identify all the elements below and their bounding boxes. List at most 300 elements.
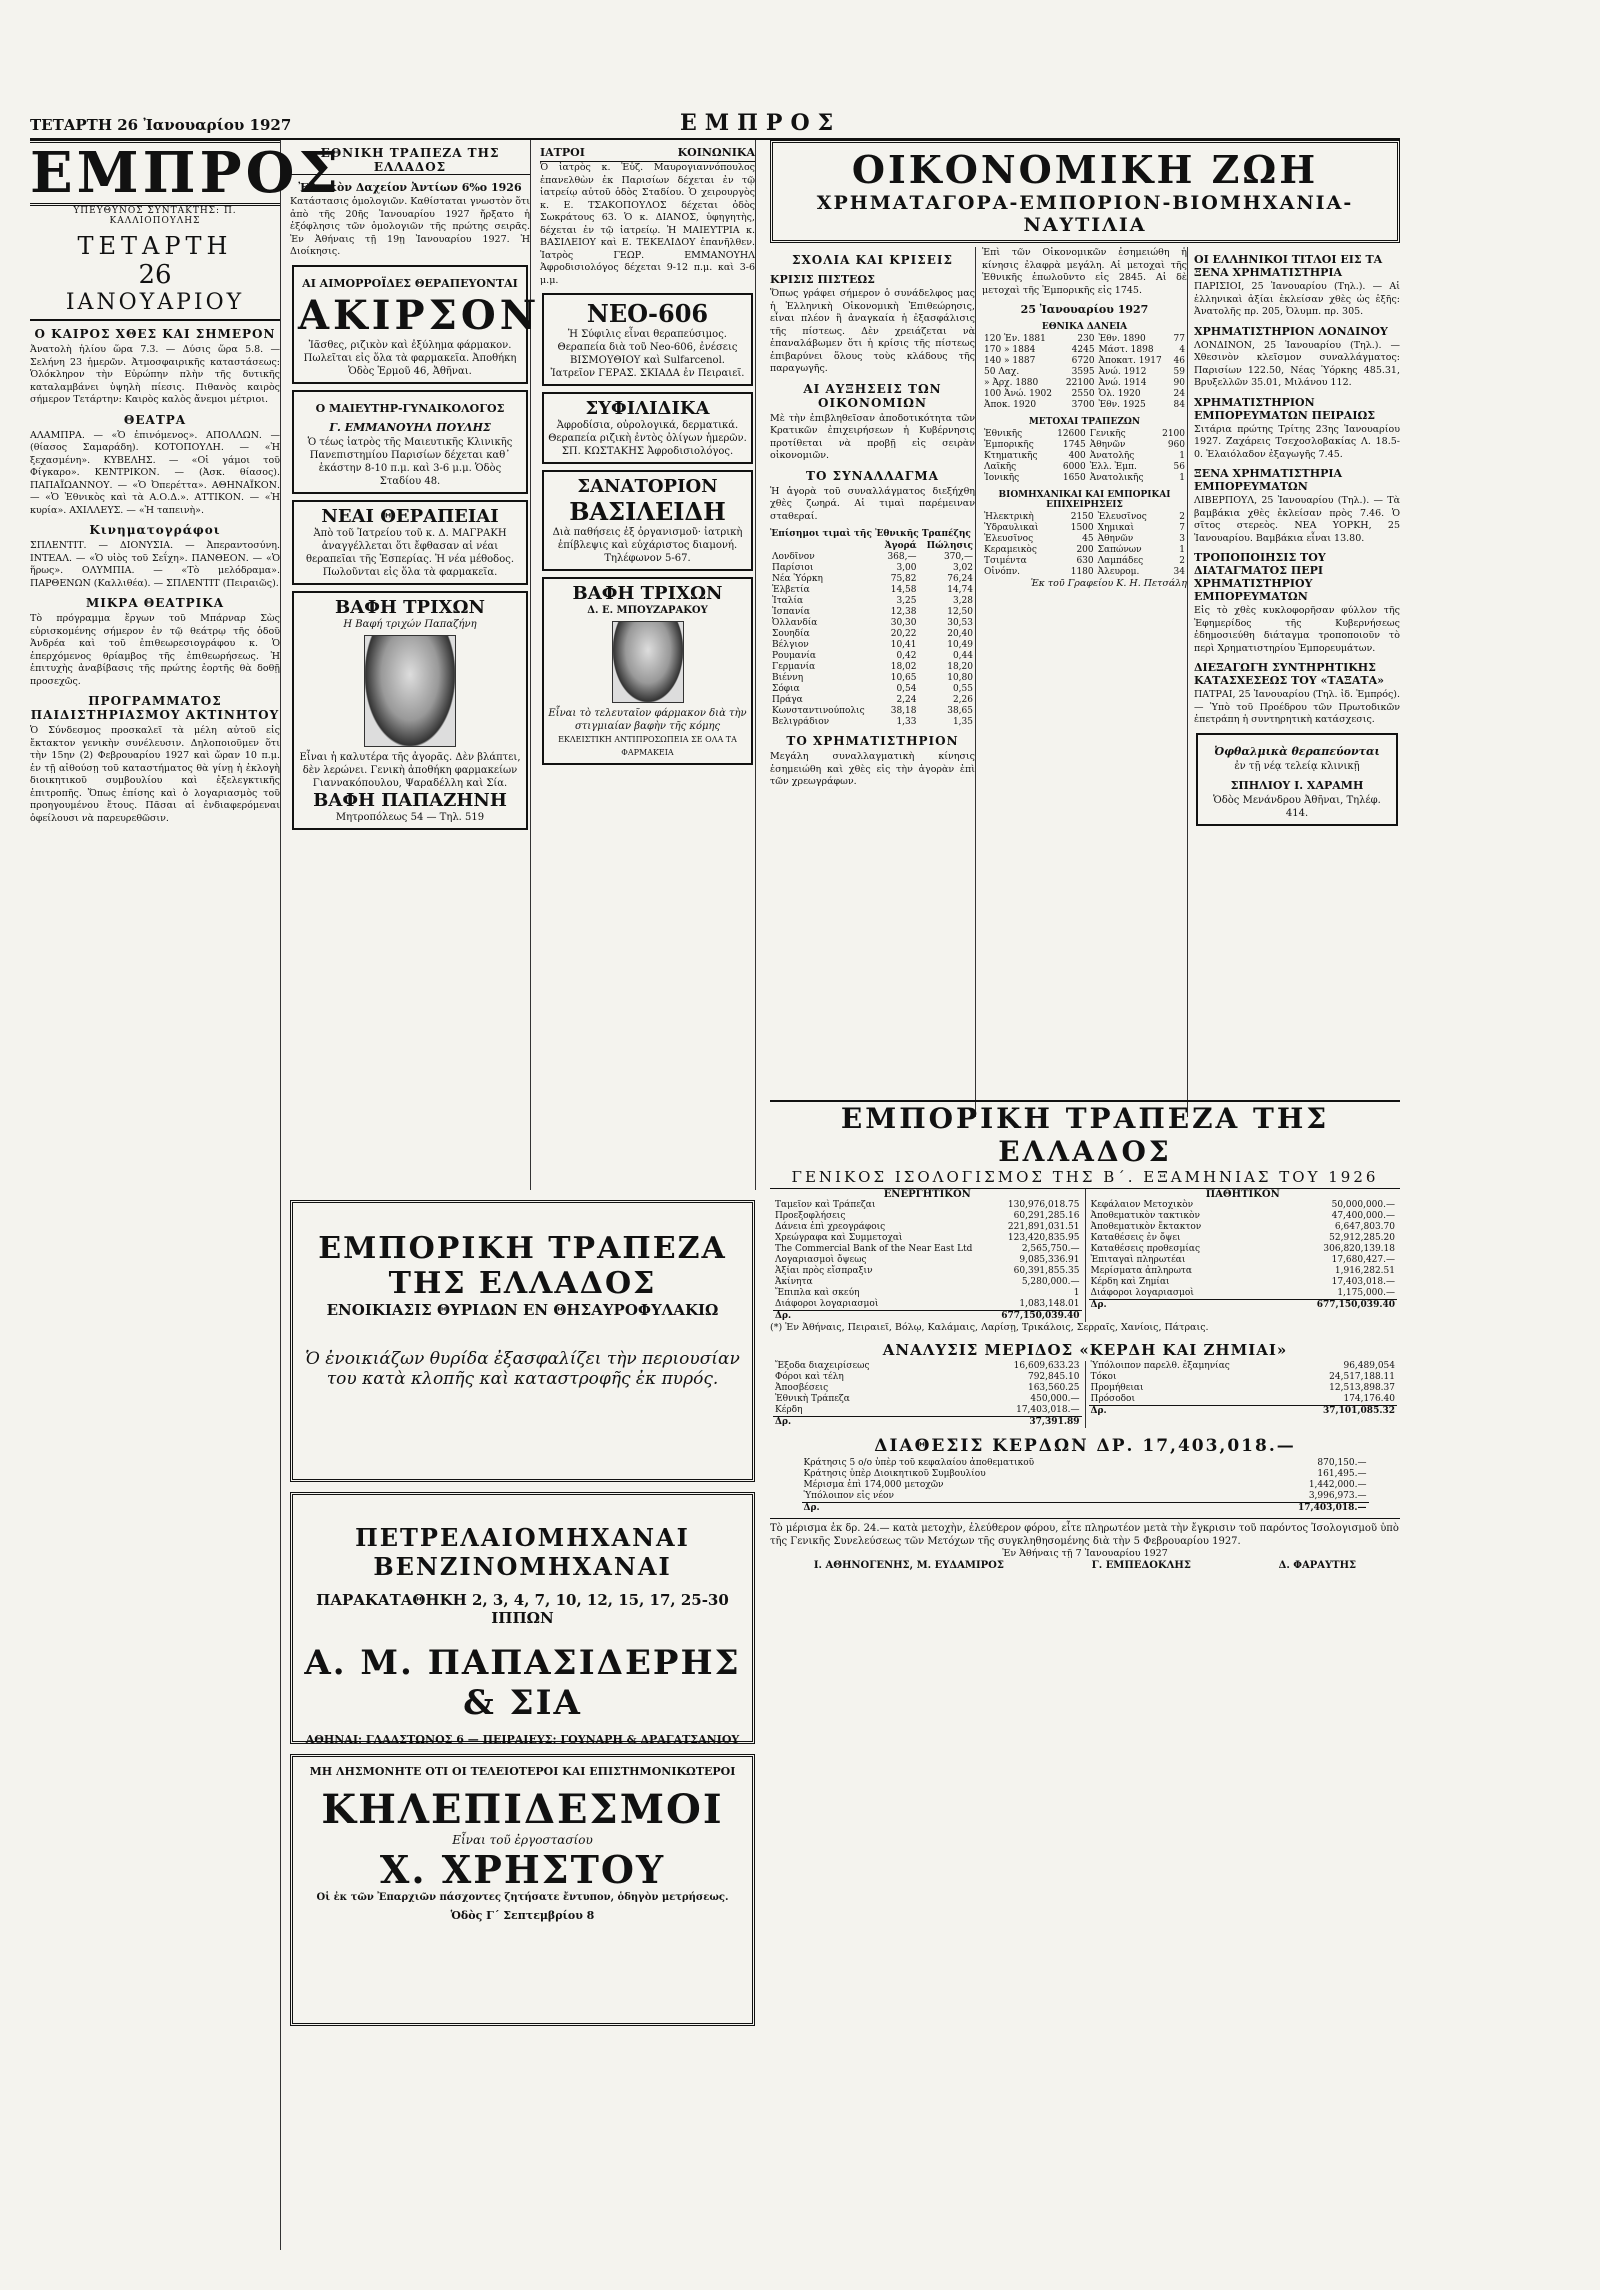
- hair-dye-text: Εἶναι ἡ καλυτέρα τῆς ἀγορᾶς. Δὲν βλάπτει, δὲν λερώνει. Γενικὴ ἀποθήκη φαρμακείων Γιαννακόπουλου, Ψαραδέλλη καὶ Σία.: [299, 751, 521, 789]
- table-cell: 0,54: [896, 684, 917, 694]
- table-cell: Ὑπόλοιπον παρελθ. ἐξαμηνίας: [1090, 1360, 1230, 1371]
- table-cell: 14,74: [947, 585, 973, 595]
- table-cell: Βελιγράδιον: [772, 717, 830, 727]
- social-heading: ΚΟΙΝΩΝΙΚΑ: [677, 146, 755, 159]
- economic-col-1: [770, 247, 976, 1117]
- table-cell: Ἐθν. 1890: [1098, 334, 1146, 344]
- table-cell: Μάστ. 1898: [1098, 345, 1154, 355]
- table-cell: 10,49: [947, 640, 973, 650]
- new-therapies-heading: ΝΕΑΙ ΘΕΡΑΠΕΙΑΙ: [321, 505, 499, 527]
- stock-row: [982, 400, 1187, 411]
- stock-row: [982, 345, 1187, 356]
- table-cell: 200: [1076, 545, 1094, 555]
- dividend-row: [802, 1491, 1369, 1503]
- table-cell: 77: [1173, 334, 1185, 344]
- table-cell: 130,976,018.75: [1007, 1200, 1080, 1210]
- table-cell: Ἀνώ. 1914: [1098, 378, 1147, 388]
- fx-row: [770, 651, 975, 662]
- stock-row: [982, 512, 1187, 523]
- table-cell: Κράτησις ὑπὲρ Διοικητικοῦ Συμβουλίου: [803, 1468, 986, 1479]
- table-cell: 230: [1077, 334, 1095, 344]
- table-cell: 24,517,188.11: [1329, 1371, 1395, 1382]
- table-cell: 1: [1179, 451, 1185, 461]
- table-cell: 46: [1173, 356, 1185, 366]
- table-cell: Βέλγιον: [772, 640, 809, 650]
- sanatorium-ad: [542, 470, 753, 571]
- table-cell: 38,18: [890, 706, 917, 716]
- table-cell: 370,—: [943, 552, 973, 562]
- dividend-table: [802, 1458, 1369, 1514]
- liability-row: [1089, 1244, 1398, 1255]
- table-cell: Πρόσοδοι: [1090, 1393, 1135, 1404]
- theatre-heading: ΘΕΑΤΡΑ: [123, 412, 187, 427]
- balance-footer-date: Ἐν Ἀθήναις τῇ 7 Ἰανουαρίου 1927: [1002, 1547, 1168, 1559]
- total-row: [802, 1502, 1369, 1514]
- hair-dye-phone: Μητροπόλεως 54 — Τηλ. 519: [335, 811, 485, 823]
- table-cell: 1: [1179, 473, 1185, 483]
- table-cell: Σόφια: [772, 684, 800, 694]
- table-cell: 170 » 1884: [984, 345, 1036, 355]
- table-cell: 120 Ἐν. 1881: [984, 334, 1046, 344]
- table-cell: Ἰταλία: [772, 596, 804, 606]
- table-cell: 47,400,000.—: [1331, 1211, 1395, 1221]
- table-cell: 0,42: [896, 651, 917, 661]
- fx-row: [770, 618, 975, 629]
- credit-crisis-heading: ΚΡΙΣΙΣ ΠΙΣΤΕΩΣ: [770, 273, 875, 286]
- fx-row: [770, 695, 975, 706]
- total-row: [1089, 1300, 1398, 1312]
- table-cell: Ἀποθεματικὸν τακτικὸν: [1090, 1211, 1200, 1221]
- pl-row: [773, 1405, 1082, 1417]
- asset-row: [773, 1288, 1082, 1299]
- profit-loss-heading: ΑΝΑΛΥΣΙΣ ΜΕΡΙΔΟΣ «ΚΕΡΔΗ ΚΑΙ ΖΗΜΙΑΙ»: [882, 1340, 1288, 1359]
- table-cell: 20,40: [947, 629, 973, 639]
- table-cell: 6000: [1062, 462, 1086, 472]
- table-cell: 2: [1179, 512, 1185, 522]
- bank-safe-ad: [290, 1200, 755, 1482]
- table-cell: Ὑπόλοιπον εἰς νέον: [803, 1490, 894, 1501]
- liability-row: [1089, 1266, 1398, 1277]
- table-cell: 50 Λαχ.: [984, 367, 1020, 377]
- table-cell: Διάφοροι λογαριασμοὶ: [775, 1299, 879, 1309]
- hair-dye-brand: ΒΑΦΗ ΠΑΠΑΖΗΝΗ: [313, 789, 507, 811]
- table-cell: Μερίσματα ἀπληρωτα: [1090, 1266, 1192, 1276]
- economic-columns: [770, 243, 1400, 1123]
- table-cell: 10,65: [890, 673, 917, 683]
- engines-sub: ΠΑΡΑΚΑΤΑΘΗΚΗ 2, 3, 4, 7, 10, 12, 15, 17, 25-30 ΙΠΠΩΝ: [316, 1591, 729, 1627]
- table-cell: Προεξοφλήσεις: [775, 1211, 846, 1221]
- table-cell: 450,000.—: [1030, 1393, 1080, 1404]
- hernia-text: Οἱ ἐκ τῶν Ἐπαρχιῶν πάσχοντες ζητήσατε ἔντυπον, ὁδηγὸν μετρήσεως.: [316, 1892, 729, 1903]
- hair-dye-2-name: Δ. Ε. ΜΠΟΥΖΑΡΑΚΟΥ: [587, 605, 708, 616]
- table-cell: 12,50: [947, 607, 973, 617]
- table-cell: Ρουμανία: [772, 651, 816, 661]
- table-cell: Φόροι καὶ τέλη: [775, 1371, 844, 1382]
- syphilis-text: Ἀφροδίσια, οὐρολογικά, δερματικά. Θεραπεία ριζικὴ ἐντὸς ὀλίγων ἡμερῶν. ΣΠ. ΚΩΣΤΑΚΗΣ Ἀφροδισιολόγος.: [548, 420, 747, 457]
- table-cell: 3700: [1071, 400, 1095, 410]
- engines-name: Α. Μ. ΠΑΠΑΣΙΔΕΡΗΣ & ΣΙΑ: [304, 1643, 741, 1723]
- table-cell: 1745: [1062, 440, 1086, 450]
- table-cell: Βιέννη: [772, 673, 804, 683]
- table-cell: 96,489,054: [1343, 1360, 1395, 1371]
- table-cell: Ἀποθεματικὸν ἔκτακτον: [1090, 1222, 1202, 1232]
- hair-dye-ad: [292, 591, 528, 830]
- stocks-intro-text: Ἐπὶ τῶν Οἰκονομικῶν ἐσημειώθη ἡ κίνησις ἐλαφρὰ μεγάλη. Αἱ μετοχαὶ τῆς Ἐθνικῆς ἐπωλοῦντο εἰς 2845. Αἱ δὲ μετοχαὶ τῆς Ἐμπορικῆς εἰς 1745.: [982, 247, 1187, 296]
- table-cell: Ἠλεκτρικὴ: [984, 512, 1034, 522]
- hernia-top: ΜΗ ΛΗΣΜΟΝΗΤΕ ΟΤΙ ΟΙ ΤΕΛΕΙΟΤΕΡΟΙ ΚΑΙ ΕΠΙΣΤΗΜΟΝΙΚΩΤΕΡΟΙ: [309, 1765, 736, 1778]
- table-cell: Πράγα: [772, 695, 803, 705]
- stock-exchange-text: Μεγάλη συναλλαγματικὴ κίνησις ἐσημειώθη καὶ χθὲς εἰς τὴν ἀγορὰν ἐπὶ τῶν χρεωγράφων.: [770, 751, 975, 787]
- pl-right-column: [1086, 1361, 1401, 1428]
- economic-title: ΟΙΚΟΝΟΜΙΚΗ ΖΩΗ: [851, 147, 1319, 192]
- hernia-name: Χ. ΧΡΗΣΤΟΥ: [379, 1847, 666, 1892]
- woman-portrait-image: [364, 635, 456, 747]
- bank-safe-sub: ΕΝΟΙΚΙΑΣΙΣ ΘΥΡΙΔΩΝ ΕΝ ΘΗΣΑΥΡΟΦΥΛΑΚΙΩ: [326, 1301, 719, 1319]
- fx-row: [770, 607, 975, 618]
- table-cell: 960: [1167, 440, 1185, 450]
- table-cell: 12,513,898.37: [1329, 1382, 1395, 1393]
- liability-row: [1089, 1255, 1398, 1266]
- hair-dye-2-slogan: Εἶναι τὸ τελευταῖον φάρμακον διὰ τὴν στιγμιαίαν βαφὴν τῆς κόμης: [548, 708, 747, 732]
- table-cell: Ἰσπανία: [772, 607, 810, 617]
- table-cell: 76,24: [947, 574, 973, 584]
- table-cell: 2550: [1071, 389, 1095, 399]
- table-cell: Ἐμπορικῆς: [984, 440, 1034, 450]
- fx-row: [770, 640, 975, 651]
- table-cell: Ἀνώ. 1912: [1098, 367, 1147, 377]
- table-cell: 3,28: [952, 596, 973, 606]
- comments-heading: ΣΧΟΛΙΑ ΚΑΙ ΚΡΙΣΕΙΣ: [792, 253, 953, 267]
- table-cell: 16,609,633.23: [1013, 1360, 1080, 1371]
- pl-right-table: [1089, 1361, 1398, 1417]
- stock-row: [982, 545, 1187, 556]
- table-cell: 1,916,282.51: [1334, 1266, 1395, 1276]
- table-cell: Ἐλευσῖνος: [984, 534, 1034, 544]
- table-cell: 18,20: [947, 662, 973, 672]
- fx-row: [770, 552, 975, 563]
- signature-3: Δ. ΦΑΡΑΥΤΗΣ: [1278, 1560, 1357, 1571]
- decree-heading: ΤΡΟΠΟΠΟΙΗΣΙΣ ΤΟΥ ΔΙΑΤΑΓΜΑΤΟΣ ΠΕΡΙ ΧΡΗΜΑΤΙΣΤΗΡΙΟΥ ΕΜΠΟΡΕΥΜΑΤΩΝ: [1194, 551, 1326, 603]
- liabilities-column: [1086, 1189, 1401, 1322]
- signature-2: Γ. ΕΜΠΕΔΟΚΛΗΣ: [1091, 1560, 1191, 1571]
- table-cell: 2150: [1070, 512, 1094, 522]
- assets-column: [770, 1189, 1086, 1322]
- eye-clinic-text: ἐν τῇ νέᾳ τελείᾳ κλινικῇ: [1234, 760, 1360, 772]
- savings-text: Μὲ τὴν ἐπιβληθεῖσαν ἀποδοτικότητα τῶν Κρατικῶν ἐπιχειρήσεων ἡ Κυβέρνησις προτίθεται νὰ προβῇ εἰς σειρὰν οἰκονομιῶν.: [770, 412, 975, 461]
- table-cell: Ὑδραυλικαὶ: [984, 523, 1039, 533]
- balance-footer-text: Τὸ μέρισμα ἐκ δρ. 24.— κατὰ μετοχὴν, ἐλεύθερον φόρου, εἶτε πληρωτέον μετὰ τὴν ἔγκρισιν τοῦ παρόντος Ἰσολογισμοῦ ὑπὸ τῆς Γενικῆς Συνελεύσεως τῶν Μετόχων τῆς συγκληθησομένης διὰ τὴν 5 Φεβρουαρίου 1927.: [770, 1518, 1400, 1548]
- table-cell: Δρ.: [1089, 1405, 1291, 1417]
- cinema-text: ΣΠΛΕΝΤΙΤ. — ΔΙΟΝΥΣΙΑ. — Ἀπεραντοσύνη. ΙΝΤΕΑΛ. — «Ὁ υἱὸς τοῦ Σεΐχη». ΠΑΝΘΕΟΝ. — «Ὁ ἥρως». ΟΛΥΜΠΙΑ. — «Τὸ μελόδραμα». ΠΑΡΘΕΝΩΝ (Καλλιθέα). — ΣΠΛΕΝΤΙΤ (Πειραιῶς).: [30, 540, 280, 589]
- piraeus-text: Σιτάρια πρώτης Τρίτης 23ης Ἰανουαρίου 1927. Ζαχάρεις Τσεχοσλοβακίας Λ. 18.5-0. Ἐλαιόλαδον ἐξαγωγῆς 7.45.: [1194, 423, 1400, 460]
- masthead-day: ΤΕΤΑΡΤΗ: [77, 232, 233, 260]
- table-cell: 1,442,000.—: [1308, 1479, 1367, 1490]
- weather-text: Ἀνατολὴ ἡλίου ὥρα 7.3. — Δύσις ὥρα 5.8. — Σελήνη 23 ἡμερῶν. Ἀτμοσφαιρικῆς καταστάσεως: Ὁλόκληρον τὴν Εὐρώπην πλὴν τῆς δυτικῆς καταλαμβάνει ὑψηλὴ πίεσις. Πιθανὸς καιρὸς σήμερον Τετάρτην: Καιρὸς καλὸς ἄνεμοι μέτριοι.: [30, 344, 280, 405]
- table-cell: 2100: [1162, 429, 1185, 439]
- program-text: Ὁ Σύνδεσμος προσκαλεῖ τὰ μέλη αὐτοῦ εἰς ἔκτακτον γενικὴν συνέλευσιν. Δηλοποιοῦμεν ὅτι τὴν 15ην (2) Φεβρουαρίου 1927 καὶ ὥραν 10 π.μ. ἐν τῇ αἰθούσῃ τοῦ καταστήματος θὰ γίνῃ ἡ ἐκλογὴ διοικητικοῦ συμβουλίου καὶ ἐξελεγκτικῆς ἐπιτροπῆς. Ὅπως ἐπίσης καὶ ὁ λογαριασμὸς τοῦ προηγουμένου ἔτους. Πᾶσαι αἱ ἐνδιαφερόμεναι ὀφείλουσι νὰ παρευρεθῶσιν.: [30, 725, 280, 824]
- table-cell: 45: [1082, 534, 1094, 544]
- table-cell: Ἀποκ. 1920: [984, 400, 1037, 410]
- pl-row: [773, 1361, 1082, 1372]
- sanatorium-name: ΒΑΣΙΛΕΙΔΗ: [569, 497, 726, 526]
- table-cell: 792,845.10: [1027, 1371, 1080, 1382]
- greek-titles-text: ΠΑΡΙΣΙΟΙ, 25 Ἰανουαρίου (Τηλ.). — Αἱ ἑλληνικαὶ ἀξίαι ἐκλείσαν χθὲς ὡς ἑξῆς: Ἀνατολῆς πρ. 205, Ὀλυμπ. πρ. 305.: [1194, 281, 1400, 317]
- economic-subtitle: ΧΡΗΜΑΤΑΓΟΡΑ-ΕΜΠΟΡΙΟΝ-ΒΙΟΜΗΧΑΝΙΑ-ΝΑΥΤΙΛΙΑ: [816, 192, 1354, 236]
- bank-safe-text: Ὁ ἐνοικιάζων θυρίδα ἐξασφαλίζει τὴν περιουσίαν του κατὰ κλοπῆς καὶ καταστροφῆς ἐκ πυρός.: [305, 1349, 740, 1389]
- table-cell: Κράτησις 5 ο/ο ὑπὲρ τοῦ κεφαλαίου ἀποθεματικοῦ: [803, 1457, 1035, 1468]
- hair-dye-sub: Η Βαφή τριχών Παπαζήνη: [343, 618, 477, 630]
- table-cell: Ἀθηνῶν: [1097, 534, 1134, 544]
- table-cell: 5,280,000.—: [1021, 1277, 1080, 1287]
- masthead-title: ΕΜΠΡΟΣ: [30, 140, 343, 206]
- table-cell: 1500: [1070, 523, 1094, 533]
- table-cell: 4: [1179, 345, 1185, 355]
- table-cell: Σαπώνων: [1097, 545, 1142, 555]
- table-cell: 22100: [1065, 378, 1095, 388]
- weather-heading: Ο ΚΑΙΡΟΣ ΧΘΕΣ ΚΑΙ ΣΗΜΕΡΟΝ: [34, 327, 276, 341]
- table-cell: 4245: [1071, 345, 1095, 355]
- economic-col-2: [982, 247, 1188, 1117]
- table-cell: Ὀλλανδία: [772, 618, 818, 628]
- table-cell: Ἰονικῆς: [984, 473, 1020, 483]
- liability-row: [1089, 1233, 1398, 1244]
- akirson-text: Ἰᾶσθες, ριζικὸν καὶ ἐξύλημα φάρμακον. Πωλεῖται εἰς ὅλα τὰ φαρμακεῖα. Ἀποθήκη Ὁδὸς Ἑρμοῦ 46, Ἀθῆναι.: [303, 339, 517, 377]
- akirson-heading: ΑΙ ΑΙΜΟΡΡΟΪΔΕΣ ΘΕΡΑΠΕΥΟΝΤΑΙ: [302, 276, 518, 290]
- table-cell: Ἀξίαι πρὸς εἴσπραξιν: [775, 1266, 873, 1276]
- table-cell: 1,175,000.—: [1337, 1288, 1395, 1298]
- balance-subtitle: ΓΕΝΙΚΟΣ ΙΣΟΛΟΓΙΣΜΟΣ ΤΗΣ Β΄. ΕΞΑΜΗΝΙΑΣ ΤΟΥ 1926: [770, 1168, 1400, 1189]
- engines-title: ΠΕΤΡΕΛΑΙΟΜΗΧΑΝΑΙ ΒΕΝΖΙΝΟΜΗΧΑΝΑΙ: [355, 1523, 690, 1581]
- total-row: [1089, 1405, 1398, 1417]
- doctors-heading: ΙΑΤΡΟΙ: [540, 146, 585, 159]
- theatre-text: ΑΛΑΜΠΡΑ. — «Ὁ ἐπινόμενος». ΑΠΟΛΛΩΝ. — (θίασος Σαμαράδη). ΚΟΤΟΠΟΥΛΗ. — «Ἡ ξεχασμένη». ΚΥΒΕΛΗΣ. — «Οἱ γάμοι τοῦ Φίγκαρο». ΚΕΝΤΡΙΚΟΝ. — (Ἀσκ. θίασος). ΠΑΠΑΪΩΑΝΝΟΥ. — «Ὁ Ὀπερέττα». ΑΘΗΝΑΪΚΟΝ. — «Ὁ Ἐθνικὸς καὶ τὰ Α.Ο.Δ.». ΑΤΤΙΚΟΝ. — «Ἡ κυρία». ΑΧΙΛΛΕΥΣ. — «Ἡ ταπεινὴ».: [30, 429, 280, 516]
- table-cell: 84: [1173, 400, 1185, 410]
- liabilities-table: [1089, 1200, 1398, 1311]
- table-cell: 1180: [1070, 567, 1094, 577]
- table-cell: Δρ.: [773, 1416, 953, 1428]
- fx-column-header: [770, 541, 878, 552]
- table-cell: 870,150.—: [1317, 1457, 1367, 1468]
- top-line: [30, 112, 1400, 140]
- table-cell: 12,38: [890, 607, 917, 617]
- table-cell: Ἐλλ. Ἐμπ.: [1089, 462, 1137, 472]
- credit-crisis-text: Ὅπως γράφει σήμερον ὁ συνάδελφος μας ἡ Ἑλληνικὴ Οἰκονομικὴ Ἐπιθεώρησις, εἶναι πλέον ἢ ἀναγκαία ἡ ἐξασφάλισις τῆς πίστεως. Δὲν χρειάζεται νὰ ἐπαναλάβωμεν ὅτι ἡ κρίσις τῆς πίστεως ἐπιβαρύνει ὅλους τοὺς κλάδους τῆς παραγωγῆς.: [770, 288, 975, 374]
- asset-row: [773, 1222, 1082, 1233]
- liability-row: [1089, 1200, 1398, 1211]
- table-cell: 17,403,018.—: [1331, 1277, 1395, 1287]
- asset-row: [773, 1233, 1082, 1244]
- sanatorium-heading: ΣΑΝΑΤΟΡΙΟΝ: [577, 476, 718, 497]
- table-cell: Ὁλ. 1920: [1098, 389, 1141, 399]
- fx-row: [770, 585, 975, 596]
- asset-row: [773, 1244, 1082, 1255]
- table-cell: Ἀποκατ. 1917: [1098, 356, 1162, 366]
- table-cell: Δάνεια ἐπὶ χρεογράφοις: [775, 1222, 886, 1232]
- table-cell: Ἔξοδα διαχειρίσεως: [775, 1360, 870, 1371]
- hernia-addr: Ὁδὸς Γ΄ Σεπτεμβρίου 8: [450, 1909, 595, 1922]
- pl-row: [1089, 1394, 1398, 1406]
- table-cell: Καταθέσεις ἐν ὄψει: [1090, 1233, 1181, 1243]
- stock-row: [982, 367, 1187, 378]
- national-loans-heading: ΕΘΝΙΚΑ ΔΑΝΕΙΑ: [1041, 322, 1128, 332]
- table-cell: 1650: [1062, 473, 1086, 483]
- table-cell: Σουηδία: [772, 629, 810, 639]
- table-cell: 123,420,835.95: [1007, 1233, 1080, 1243]
- table-cell: Λονδῖνον: [772, 552, 815, 562]
- london-text: ΛΟΝΔΙΝΟΝ, 25 Ἰανουαρίου (Τηλ.). — Χθεσινὸν κλεῖσμον συναλλάγματος: Παρισίων 122.50, Νέας Ὑόρκης 485.31, Βρυξελλῶν 35.01, Μιλάνου 112.: [1194, 339, 1400, 388]
- assets-heading: ΕΝΕΡΓΗΤΙΚΟΝ: [883, 1189, 971, 1200]
- fx-column-header: Πώλησις: [926, 541, 973, 551]
- table-cell: 3,25: [896, 596, 917, 606]
- table-cell: Ἔπιπλα καὶ σκεύη: [775, 1288, 860, 1298]
- decree-text: Εἰς τὸ χθὲς κυκλοφορῆσαν φύλλον τῆς Ἐφημερίδος τῆς Κυβερνήσεως ἐδημοσιεύθη διάταγμα τροποποιοῦν τὸ περὶ Χρηματιστηρίου Ἐμπορευμάτων.: [1194, 605, 1400, 654]
- sanatorium-text: Διὰ παθήσεις ἐξ ὀργανισμοῦ· ἰατρικὴ ἐπίβλεψις καὶ εὐχάριστος διαμονή. Τηλέφωνον 5-67.: [552, 527, 743, 564]
- liability-row: [1089, 1277, 1398, 1288]
- table-cell: 1,083,148.01: [1019, 1299, 1080, 1309]
- stock-row: [982, 451, 1187, 462]
- neo606-heading: ΝΕΟ-606: [586, 299, 709, 328]
- stock-row: [982, 440, 1187, 451]
- balance-note: (*) Ἐν Ἀθήναις, Πειραιεῖ, Βόλῳ, Καλάμαις, Λαρίσῃ, Τρικάλοις, Σερραῖς, Χανίοις, Πάτραις.: [770, 1322, 1209, 1333]
- total-value: 677,150,039.40: [992, 1311, 1081, 1323]
- bank-balance-sheet: [770, 1100, 1400, 1571]
- table-cell: 17,403,018.—: [1016, 1404, 1080, 1415]
- doctor-heading: Ο ΜΑΙΕΥΤΗΡ-ΓΥΝΑΙΚΟΛΟΓΟΣ: [315, 401, 505, 415]
- stock-date: 25 Ἰανουαρίου 1927: [1020, 303, 1149, 316]
- liability-row: [1089, 1222, 1398, 1233]
- industrial-shares-heading: ΒΙΟΜΗΧΑΝΙΚΑΙ ΚΑΙ ΕΜΠΟΡΙΚΑΙ ΕΠΙΧΕΙΡΗΣΕΙΣ: [998, 490, 1171, 510]
- table-cell: 30,30: [890, 618, 917, 628]
- balance-title: ΕΜΠΟΡΙΚΗ ΤΡΑΠΕΖΑ ΤΗΣ ΕΛΛΑΔΟΣ: [840, 1102, 1330, 1168]
- big-ads: [290, 1200, 755, 2036]
- table-cell: Λαμπάδες: [1097, 556, 1144, 566]
- woman-portrait-2-image: [612, 621, 684, 703]
- table-cell: Οἰνόπν.: [984, 567, 1021, 577]
- table-cell: Ἀκίνητα: [775, 1277, 813, 1287]
- stock-row: [982, 534, 1187, 545]
- syphilis-ad: [542, 392, 753, 464]
- pl-row: [1089, 1361, 1398, 1372]
- seizure-text: ΠΑΤΡΑΙ, 25 Ἰανουαρίου (Τηλ. ἰδ. Ἐμπρός). — Ὑπὸ τοῦ Προέδρου τῶν Πρωτοδικῶν ἐπετράπη ἡ συντηρητικὴ κατάσχεσις.: [1194, 689, 1400, 725]
- neo606-text: Ἡ Σύφιλις εἶναι θεραπεύσιμος. Θεραπεία διὰ τοῦ Neo-606, ἐνέσεις ΒΙΣΜΟΥΘΙΟΥ καὶ Sulfarcenol. Ἰατρεῖον ΓΕΡΑΣ. ΣΚΙΑΔΑ ἐν Πειραιεῖ.: [550, 329, 745, 379]
- savings-heading: ΑΙ ΑΥΞΗΣΕΙΣ ΤΩΝ ΟΙΚΟΝΟΜΙΩΝ: [803, 381, 942, 410]
- table-cell: 368,—: [887, 552, 917, 562]
- stock-row: [982, 356, 1187, 367]
- table-cell: 38,65: [947, 706, 973, 716]
- syphilis-heading: ΣΥΦΙΛΙΔΙΚΑ: [585, 398, 710, 419]
- economic-header: [770, 140, 1400, 243]
- fx-row: [770, 563, 975, 574]
- table-cell: 6720: [1071, 356, 1095, 366]
- table-cell: 3: [1179, 534, 1185, 544]
- stock-row: [982, 567, 1187, 578]
- doctor-ad: [292, 390, 528, 494]
- table-cell: Κεφάλαιον Μετοχικὸν: [1090, 1200, 1194, 1210]
- table-cell: Μέρισμα ἐπὶ 174,000 μετοχῶν: [803, 1479, 944, 1490]
- table-cell: 1,33: [896, 717, 917, 727]
- stock-row: [982, 523, 1187, 534]
- assets-table: [773, 1200, 1082, 1322]
- table-cell: Τσιμέντα: [984, 556, 1027, 566]
- column-3-header: [540, 140, 755, 162]
- hair-dye-2-heading: ΒΑΦΗ ΤΡΙΧΩΝ: [572, 583, 723, 604]
- bank-shares-heading: ΜΕΤΟΧΑΙ ΤΡΑΠΕΖΩΝ: [1028, 417, 1141, 427]
- engines-addr: ΑΘΗΝΑΙ: ΓΛΑΔΣΤΩΝΟΣ 6 — ΠΕΙΡΑΙΕΥΣ: ΓΟΥΝΑΡΗ & ΔΡΑΓΑΤΣΑΝΙΟΥ: [305, 1733, 740, 1746]
- eye-clinic-heading: Ὀφθαλμικὰ θεραπεύονται: [1214, 744, 1380, 758]
- table-cell: 1: [1073, 1288, 1080, 1298]
- program-heading: ΠΡΟΓΡΑΜΜΑΤΟΣ ΠΑΙΔΙΣΤΗΡΙΑΣΜΟΥ ΑΚΤΙΝΗΤΟΥ: [30, 694, 280, 722]
- table-cell: 10,80: [947, 673, 973, 683]
- table-cell: 2: [1179, 556, 1185, 566]
- stock-row: [982, 473, 1187, 484]
- seizure-heading: ΔΙΕΞΑΓΩΓΗ ΣΥΝΤΗΡΗΤΙΚΗΣ ΚΑΤΑΣΧΕΣΕΩΣ ΤΟΥ «ΤΑΞΑΤΑ»: [1194, 661, 1384, 687]
- balance-columns: [770, 1189, 1400, 1322]
- table-cell: 18,02: [890, 662, 917, 672]
- exchange-heading: ΤΟ ΣΥΝΑΛΛΑΓΜΑ: [806, 468, 939, 483]
- table-cell: Τόκοι: [1090, 1371, 1117, 1382]
- table-cell: 1: [1179, 545, 1185, 555]
- table-cell: » Ἀρχ. 1880: [984, 378, 1039, 388]
- table-cell: Κεραμεικὸς: [984, 545, 1037, 555]
- fx-column-header: Ἀγορά: [884, 541, 917, 551]
- table-cell: 2,26: [952, 695, 973, 705]
- national-loans-table: [982, 334, 1187, 411]
- table-cell: Δρ.: [1089, 1300, 1269, 1312]
- doctors-text: Ὁ ἰατρὸς κ. Ἐὐζ. Μαυρογιαννόπουλος ἐπανελθὼν ἐκ Παρισίων δέχεται ἐν τῷ ἰατρείῳ αὐτοῦ ὁδὸς Σταδίου. Ὁ χειρουργὸς κ. Ε. ΤΣΑΚΟΠΟΥΛΟΣ δέχεται ὁδὸς Σωκράτους 63. Ὁ κ. ΔΙΑΝΟΣ, ὑφηγητὴς, δέχεται ἐν τῷ ἰατρείῳ. Ἡ ΜΑΙΕΥΤΡΙΑ κ. ΒΑΣΙΛΕΙΟΥ καὶ Ε. ΤΕΚΕΛΙΔΟΥ ἐπανῆλθεν. Ἰατρὸς ΓΕΩΡ. ΕΜΜΑΝΟΥΗΛ Ἀφροδισιολόγος δέχεται 9-12 π.μ. καὶ 3-6 μ.μ.: [540, 162, 755, 286]
- table-cell: 17,680,427.—: [1331, 1255, 1395, 1265]
- dividend-row: [802, 1458, 1369, 1469]
- table-cell: 50,000,000.—: [1331, 1200, 1395, 1210]
- pl-row: [1089, 1372, 1398, 1383]
- stock-exchange-heading: ΤΟ ΧΡΗΜΑΤΙΣΤΗΡΙΟΝ: [786, 734, 959, 748]
- table-cell: 34: [1173, 567, 1185, 577]
- table-cell: Ἐπιταγαὶ πληρωτέαι: [1090, 1255, 1186, 1265]
- doctor-name: Γ. ΕΜΜΑΝΟΥΗΛ ΠΟΥΛΗΣ: [329, 420, 491, 434]
- economic-col-3: [1194, 247, 1400, 1117]
- table-cell: Καταθέσεις προθεσμίας: [1090, 1244, 1201, 1254]
- table-cell: Ταμεῖον καὶ Τράπεζαι: [775, 1200, 876, 1210]
- table-cell: 3,00: [896, 563, 917, 573]
- greek-titles-heading: ΟΙ ΕΛΛΗΝΙΚΟΙ ΤΙΤΛΟΙ ΕΙΣ ΤΑ ΞΕΝΑ ΧΡΗΜΑΤΙΣΤΗΡΙΑ: [1194, 253, 1383, 279]
- fx-row: [770, 574, 975, 585]
- table-cell: Δρ.: [802, 1502, 1235, 1514]
- table-cell: 174,176.40: [1343, 1393, 1395, 1404]
- table-cell: Ἐθν. 1925: [1098, 400, 1146, 410]
- asset-row: [773, 1266, 1082, 1277]
- stock-row: [982, 556, 1187, 567]
- table-cell: 90: [1173, 378, 1185, 388]
- hernia-belts-ad: [290, 1754, 755, 2026]
- column-3: [540, 140, 756, 1190]
- table-cell: 75,82: [890, 574, 917, 584]
- table-cell: 6,647,803.70: [1334, 1222, 1395, 1232]
- foreign-markets-heading: ΞΕΝΑ ΧΡΗΜΑΤΙΣΤΗΡΙΑ ΕΜΠΟΡΕΥΜΑΤΩΝ: [1194, 467, 1343, 493]
- table-cell: Ἀνατολῆς: [1089, 451, 1135, 461]
- stock-row: [982, 378, 1187, 389]
- table-cell: Χρεώγραφα καὶ Συμμετοχαὶ: [775, 1233, 903, 1243]
- table-cell: 400: [1068, 451, 1086, 461]
- pl-left-column: [770, 1361, 1086, 1428]
- dividend-heading: ΔΙΑΘΕΣΙΣ ΚΕΡΔΩΝ ΔΡ. 17,403,018.—: [874, 1435, 1296, 1456]
- eye-clinic-name: ΣΠΗΛΙΟΥ Ι. ΧΑΡΑΜΗ: [1230, 778, 1364, 792]
- bank-notice-text: Κατάστασις ὁμολογιῶν. Καθίσταται γνωστὸν ὅτι ἀπὸ τῆς 20ῆς Ἰανουαρίου 1927 ἤρξατο ἡ ἐξόφλησις τῶν ὁμολογιῶν τῆς πρώτης σειρᾶς. Ἐν Ἀθήναις τῇ 19ῃ Ἰανουαρίου 1927. Ἡ Διοίκησις.: [290, 196, 530, 257]
- table-cell: Λαϊκῆς: [984, 462, 1017, 472]
- exchange-text: Ἡ ἀγορὰ τοῦ συναλλάγματος διεξήχθη χθὲς ζωηρά. Αἱ τιμαὶ παρέμειναν σταθεραί.: [770, 485, 975, 522]
- table-cell: 30,53: [947, 618, 973, 628]
- issue-date: ΤΕΤΑΡΤΗ 26 Ἰανουαρίου 1927: [30, 116, 292, 134]
- stock-source: Ἐκ τοῦ Γραφείου Κ. Η. Πετσάλη: [1030, 578, 1187, 589]
- table-cell: Παρίσιοι: [772, 563, 814, 573]
